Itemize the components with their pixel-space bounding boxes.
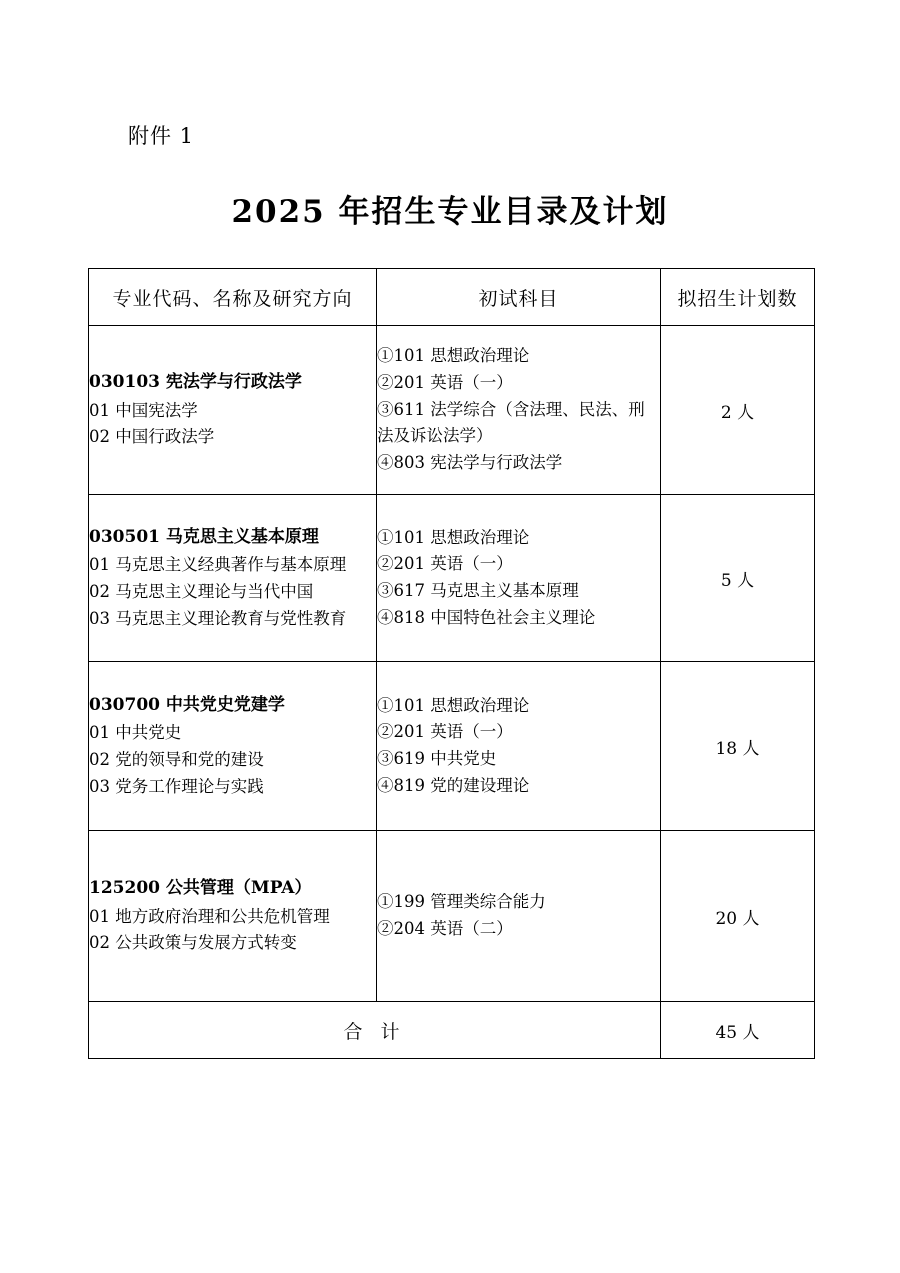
- research-direction: 01 中共党史: [89, 723, 182, 743]
- cell-count: 5 人: [661, 495, 815, 662]
- cell-subjects: [377, 662, 661, 831]
- subject-item: ②201 英语（一）: [377, 372, 513, 392]
- subject-item: ③617 马克思主义基本原理: [377, 581, 579, 600]
- major-title: 125200 公共管理（MPA）: [89, 878, 312, 899]
- cell-count: 18 人: [661, 662, 815, 831]
- research-direction: 02 党的领导和党的建设: [89, 749, 264, 769]
- subject-item: ②204 英语（二）: [377, 919, 513, 938]
- table-row: [89, 831, 815, 1002]
- research-direction: 01 马克思主义经典著作与基本原理: [89, 555, 347, 575]
- subject-item: ①101 思想政治理论: [377, 527, 530, 547]
- subject-item: ①101 思想政治理论: [377, 695, 530, 715]
- cell-major: [89, 495, 377, 662]
- admission-plan-table: [88, 268, 815, 1059]
- page-title: 2025 年招生专业目录及计划: [231, 194, 669, 230]
- major-title: 030501 马克思主义基本原理: [89, 526, 319, 547]
- major-title: 030700 中共党史党建学: [89, 694, 285, 715]
- subject-item: ③619 中共党史: [377, 749, 497, 768]
- cell-major: [89, 662, 377, 831]
- research-direction: 02 马克思主义理论与当代中国: [89, 581, 314, 601]
- total-count: 45 人: [661, 1002, 815, 1059]
- subject-item: ④803 宪法学与行政法学: [377, 453, 563, 473]
- table-row: [89, 662, 815, 831]
- cell-subjects: [377, 831, 661, 1002]
- research-direction: 02 公共政策与发展方式转变: [89, 933, 297, 953]
- cell-major: [89, 326, 377, 495]
- subject-item: ①101 思想政治理论: [377, 346, 530, 366]
- table-row: [89, 495, 815, 662]
- attachment-label: 附件 1: [128, 124, 195, 148]
- table-header-row: [89, 269, 815, 326]
- research-direction: 03 党务工作理论与实践: [89, 776, 264, 796]
- cell-count: 2 人: [661, 326, 815, 495]
- major-title: 030103 宪法学与行政法学: [89, 372, 302, 393]
- subject-item: ④819 党的建设理论: [377, 775, 530, 795]
- research-direction: 01 中国宪法学: [89, 400, 198, 420]
- header-major: 专业代码、名称及研究方向: [89, 269, 377, 326]
- research-direction: 01 地方政府治理和公共危机管理: [89, 906, 330, 926]
- cell-count: 20 人: [661, 831, 815, 1002]
- subject-item: ④818 中国特色社会主义理论: [377, 607, 596, 627]
- cell-subjects: [377, 326, 661, 495]
- research-direction: 02 中国行政法学: [89, 427, 215, 447]
- total-label: 合 计: [89, 1002, 661, 1059]
- header-subjects: 初试科目: [377, 269, 661, 326]
- subject-item: ②201 英语（一）: [377, 722, 513, 742]
- table-row: [89, 326, 815, 495]
- subject-item: ①199 管理类综合能力: [377, 892, 546, 912]
- research-direction: 03 马克思主义理论教育与党性教育: [89, 608, 347, 628]
- table-total-row: [89, 1002, 815, 1059]
- cell-subjects: [377, 495, 661, 662]
- subject-item: ②201 英语（一）: [377, 554, 513, 574]
- header-count: 拟招生计划数: [661, 269, 815, 326]
- cell-major: [89, 831, 377, 1002]
- subject-item: ③611 法学综合（含法理、民法、刑法及诉讼法学）: [377, 399, 645, 446]
